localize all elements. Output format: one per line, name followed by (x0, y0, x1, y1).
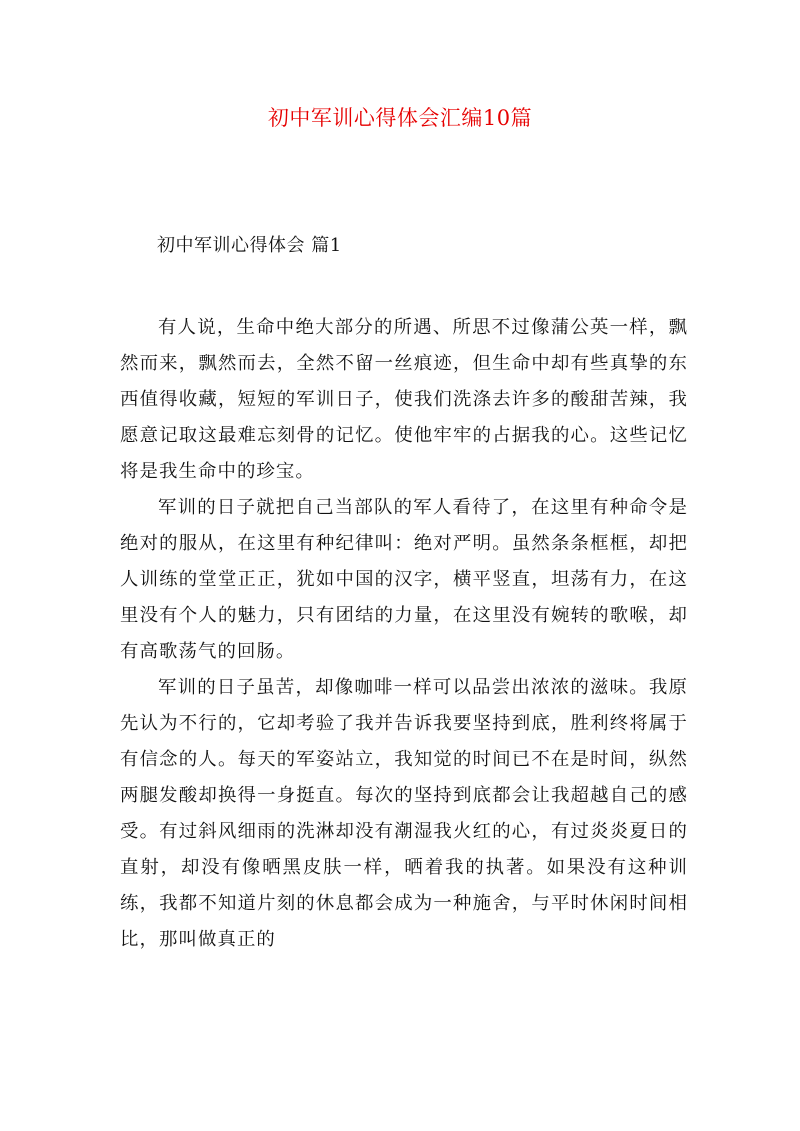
paragraph-3: 军训的日子虽苦，却像咖啡一样可以品尝出浓浓的滋味。我原先认为不行的，它却考验了我并告诉我要坚持到底，胜利终将属于有信念的人。每天的军姿站立，我知觉的时间已不在是时间，纵然两腿发酸却换得一身挺直。每次的坚持到底都会让我超越自己的感受。有过斜风细雨的洗淋却没有潮湿我火红的心，有过炎炎夏日的直射，却没有像晒黑皮肤一样，晒着我的执著。如果没有这种训练，我都不知道片刻的休息都会成为一种施舍，与平时休闲时间相比，那叫做真正的 (120, 677, 688, 950)
paragraph-2: 军训的日子就把自己当部队的军人看待了，在这里有种命令是绝对的服从，在这里有种纪律叫：绝对严明。虽然条条框框，却把人训练的堂堂正正，犹如中国的汉字，横平竖直，坦荡有力，在这里没有个人的魅力，只有团结的力量，在这里没有婉转的歌喉，却有高歌荡气的回肠。 (120, 497, 688, 662)
paragraph-1: 有人说，生命中绝大部分的所遇、所思不过像蒲公英一样，飘然而来，飘然而去，全然不留一丝痕迹，但生命中却有些真挚的东西值得收藏，短短的军训日子，使我们洗涤去许多的酸甜苦辣，我愿意记取这最难忘刻骨的记忆。使他牢牢的占据我的心。这些记忆将是我生命中的珍宝。 (120, 317, 688, 482)
document-title: 初中军训心得体会汇编10篇 (267, 106, 533, 130)
section-heading: 初中军训心得体会 篇1 (157, 235, 342, 256)
document-body (120, 310, 688, 958)
